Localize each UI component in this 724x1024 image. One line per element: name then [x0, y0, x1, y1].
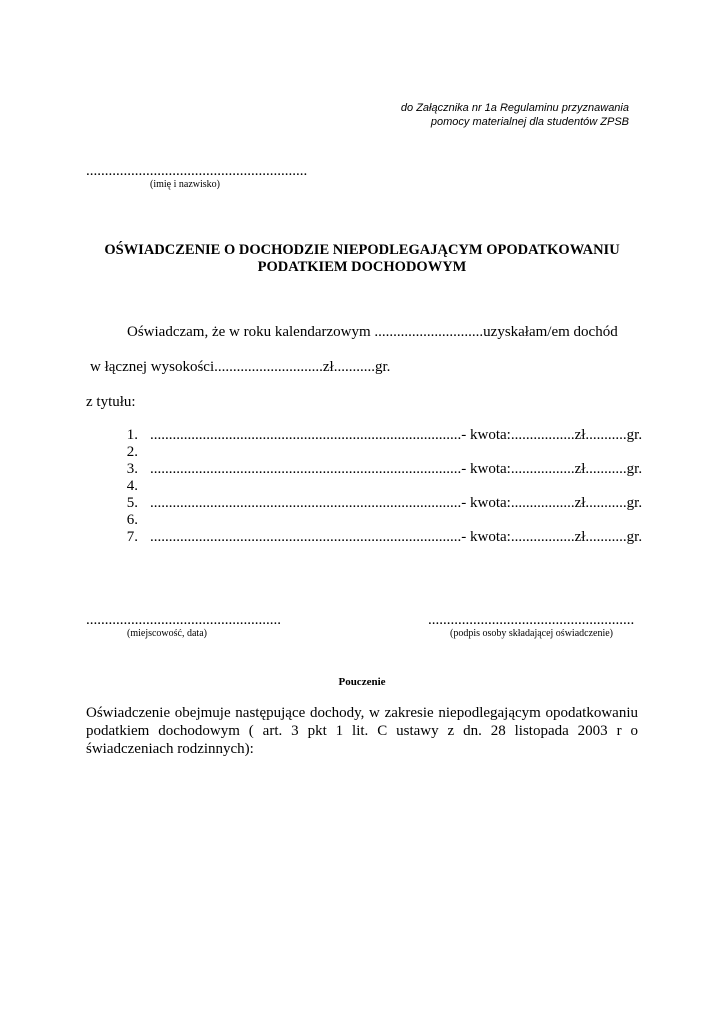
instruction-body: Oświadczenie obejmuje następujące dochody, w zakresie niepodlegającym opodatkowaniu podatkiem dochodowym ( art. 3 pkt 1 lit. C ustawy z dn. 28 listopada 2003 r o świadczeniach rodzinnych): [86, 705, 638, 757]
list-item-number: 7. [126, 529, 138, 545]
annex-note-line1: do Załącznika nr 1a Regulaminu przyznawania [400, 102, 629, 114]
list-item-text: ...................................................................................- kwota:.................zł...........gr. [150, 495, 643, 511]
signature-caption: (podpis osoby składającej oświadczenie) [450, 628, 614, 639]
statement-line2: w łącznej wysokości.............................zł...........gr. [90, 359, 391, 375]
list-item-number: 3. [126, 461, 138, 477]
name-dots-field: ........................................................... [86, 163, 308, 179]
annex-note-line2: pomocy materialnej dla studentów ZPSB [430, 116, 629, 128]
list-item-number: 6. [126, 512, 138, 528]
statement-line1: Oświadczam, że w roku kalendarzowym .............................uzyskałam/em dochód [127, 324, 618, 340]
list-item-number: 4. [126, 478, 138, 494]
place-date-dots-field: .................................................... [86, 612, 281, 628]
list-item-text: ...................................................................................- kwota:.................zł...........gr. [150, 529, 643, 545]
list-item-number: 1. [126, 427, 138, 443]
document-title-line2: PODATKIEM DOCHODOWYM [257, 259, 467, 275]
name-caption: (imię i nazwisko) [150, 179, 220, 190]
signature-dots-field: ....................................................... [428, 612, 635, 628]
document-title-line1: OŚWIADCZENIE O DOCHODZIE NIEPODLEGAJĄCYM OPODATKOWANIU [104, 242, 620, 258]
statement-line3: z tytułu: [86, 394, 136, 410]
list-item-number: 5. [126, 495, 138, 511]
place-date-caption: (miejscowość, data) [127, 628, 207, 639]
list-item-text: ...................................................................................- kwota:.................zł...........gr. [150, 461, 643, 477]
instruction-heading: Pouczenie [338, 676, 386, 688]
list-item-text: ...................................................................................- kwota:.................zł...........gr. [150, 427, 643, 443]
list-item-number: 2. [126, 444, 138, 460]
